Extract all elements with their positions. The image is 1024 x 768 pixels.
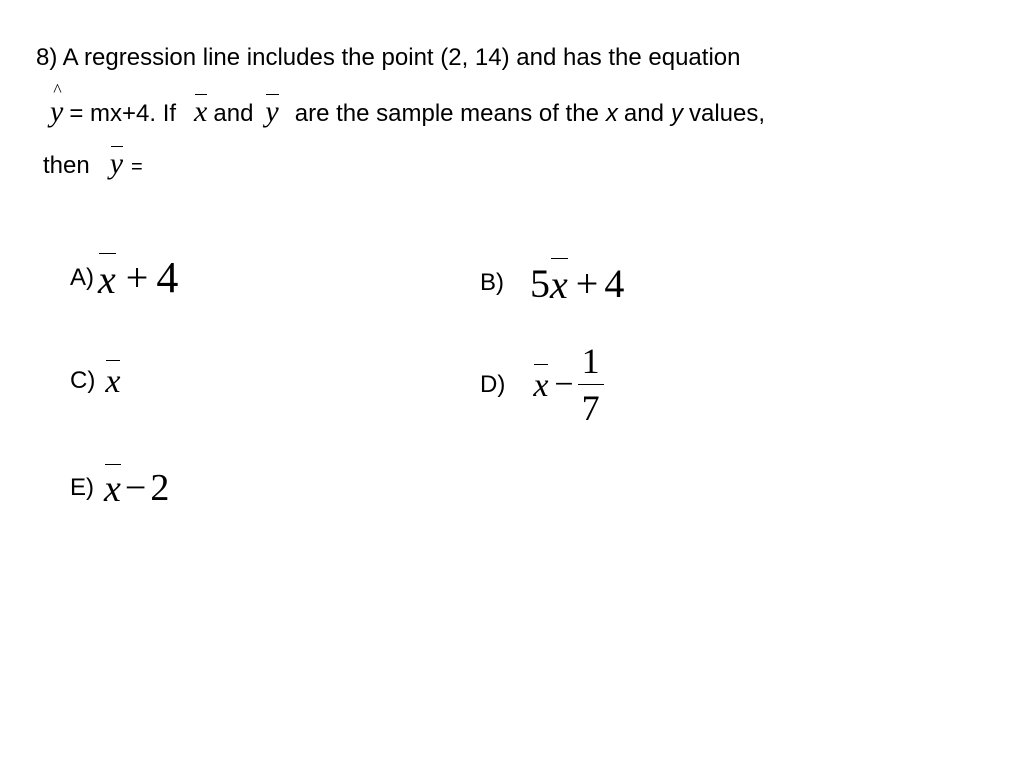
and-text: and	[213, 100, 254, 127]
y-hat-symbol: ^ y	[50, 97, 63, 127]
question-line-1	[36, 46, 740, 70]
y-variable: y	[670, 100, 683, 127]
x-variable: x	[605, 100, 618, 127]
question-prefix: 8) A regression line includes the point (2, 14) and has the equation	[36, 44, 741, 71]
choice-d-fraction	[578, 340, 604, 429]
choice-e-x-bar: x	[104, 464, 121, 511]
choice-e-label: E)	[70, 473, 94, 501]
choice-d-x-bar: x	[533, 364, 548, 405]
choice-c[interactable]	[70, 360, 120, 401]
choice-b-coef: 5	[530, 260, 550, 306]
choice-c-label: C)	[70, 366, 96, 394]
choice-a-const: 4	[156, 253, 179, 302]
then-text: then	[43, 152, 90, 179]
choice-e-const: 2	[150, 466, 170, 509]
equals-text: =	[131, 156, 143, 178]
choice-b-label: B)	[480, 269, 504, 296]
means-text-a: are the sample means of the	[294, 100, 599, 127]
choice-b-const: 4	[604, 260, 625, 306]
choice-d-op: −	[554, 365, 574, 403]
y-bar-symbol: y	[265, 95, 279, 128]
choice-b[interactable]	[480, 258, 624, 308]
means-text-b: values,	[688, 100, 766, 127]
x-bar-symbol: x	[194, 95, 208, 128]
choice-a-op: +	[125, 255, 149, 300]
choice-b-op: +	[575, 260, 599, 306]
and-text-2: and	[623, 100, 664, 127]
choice-b-x-bar: x	[550, 258, 568, 308]
choice-c-x-bar: x	[105, 360, 120, 401]
equation-text: = mx+4. If	[69, 100, 177, 127]
choice-d-denominator: 7	[581, 388, 600, 428]
choice-e-op: −	[124, 466, 147, 509]
choice-d-numerator: 1	[578, 340, 604, 385]
choice-a-label: A)	[70, 263, 94, 291]
choice-a-x-bar: x	[98, 253, 116, 303]
question-line-2	[50, 94, 765, 127]
question-line-3	[43, 146, 143, 179]
y-bar-symbol-2: y	[109, 147, 124, 180]
choice-d-label: D)	[480, 370, 506, 398]
choice-a[interactable]	[70, 252, 178, 303]
choice-e[interactable]	[70, 464, 169, 511]
choice-d[interactable]	[480, 340, 604, 429]
